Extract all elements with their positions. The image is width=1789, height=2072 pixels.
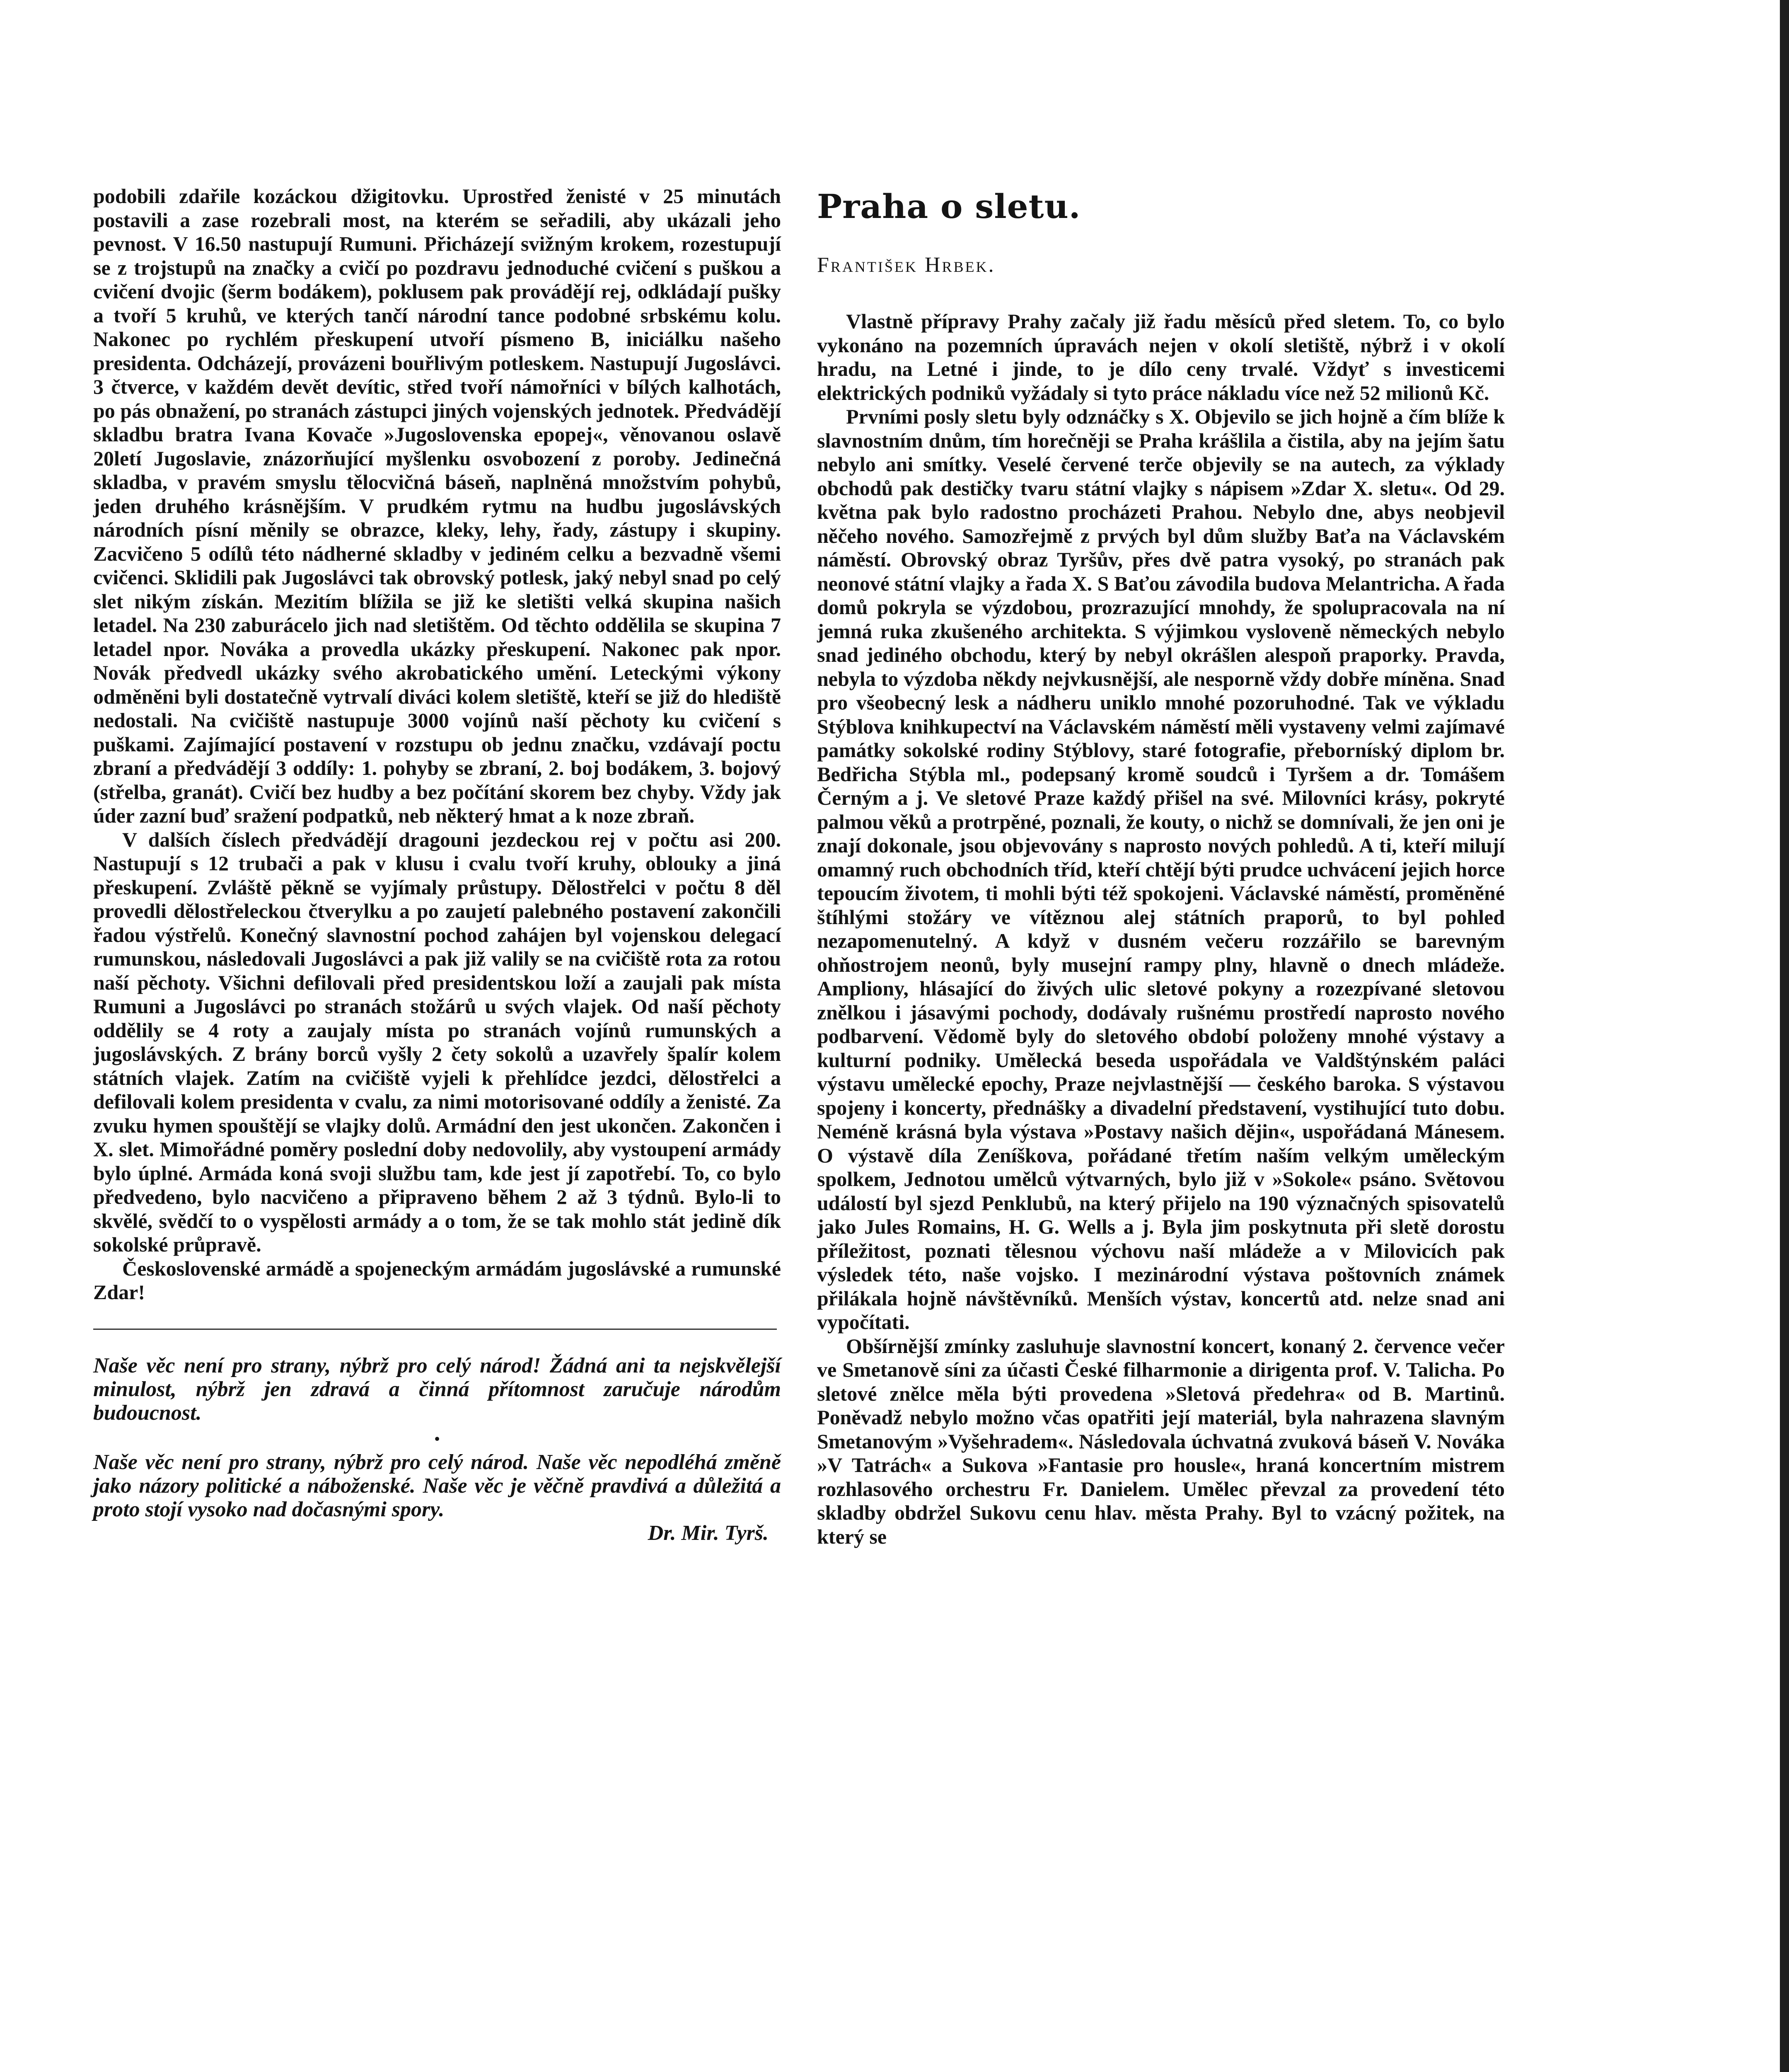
article-title: Praha o sletu. xyxy=(817,187,1081,226)
quote-2: Naše věc není pro strany, nýbrž pro celý národ. Naše věc nepodléhá změně jako názory politické a náboženské. Naše věc je věčně pravdivá a důležitá a proto stojí vysoko nad dočasnými spory. xyxy=(93,1450,781,1521)
quote-signature: Dr. Mir. Tyrš. xyxy=(648,1521,769,1545)
right-paragraph-1: Vlastně přípravy Prahy začaly již řadu měsíců před sletem. To, co bylo vykonáno na pozemních úpravách nejen v okolí sletiště, nýbrž i v okolí hradu, na Letné i jinde, to je dílo ceny trvalé. Vždyť s investicemi elektrických podniků vyžádaly si tyto práce nákladu více než 52 milionů Kč. xyxy=(817,310,1505,404)
right-paragraph-3: Obšírnější zmínky zasluhuje slavnostní koncert, konaný 2. července večer ve Smetanově síni za účasti České filharmonie a dirigenta prof. V. Talicha. Po sletové znělce měla býti provedena »Sletová předehra« od B. Martinů. Poněvadž nebylo možno včas opatřiti její materiál, byla nahrazena slavným Smetanovým »Vyšehradem«. Následovala úchvatná zvuková báseň V. Nováka »V Tatrách« a Sukova »Fantasie pro housle«, hraná koncertním mistrem rozhlasového orchestru Fr. Danielem. Umělec převzal za provedení této skladby obdržel Sukovu cenu hlav. města Prahy. Byl to vzácný požitek, na který se xyxy=(817,1334,1505,1548)
scan-edge-right xyxy=(1780,0,1789,2072)
left-paragraph-2: V dalších číslech předvádějí dragouni jezdeckou rej v počtu asi 200. Nastupují s 12 trubači a pak v klusu i cvalu tvoří kruhy, oblouky a jiná přeskupení. Zvláště pěkně se vyjímaly průstupy. Dělostřelci v počtu 8 děl provedli dělostřeleckou čtverylku a po zaujetí palebného postavení zakončili řadou výstřelů. Konečný slavnostní pochod zahájen byl vojenskou delegací rumunskou, následovali Jugoslávci a pak již valily se na cvičiště rota za rotou naší pěchoty. Všichni defilovali před presidentskou loží a zaujali pak místa Rumuni a Jugoslávci po stranách stožárů u svých vlajek. Od naší pěchoty oddělily se 4 roty a zaujaly místa po stranách vojínů rumunských a jugoslávských. Z brány borců vyšly 2 čety sokolů a uzavřely špalír kolem státních vlajek. Zatím na cvičiště vyjeli k přehlídce jezdci, dělostřelci a defilovali kolem presidenta v cvalu, za nimi motorisované oddíly a ženisté. Za zvuku hymen spouštějí se vlajky dolů. Armádní den jest ukončen. Zakončen i X. slet. Mimořádné poměry poslední doby nedovolily, aby vystoupení armády bylo úplné. Armáda koná svoji službu tam, kde jest jí zapotřebí. To, co bylo předvedeno, bylo nacvičeno a připraveno během 2 až 3 týdnů. Bylo-li to skvělé, svědčí to o vyspělosti armády a o tom, že se tak mohlo stát jedině dík sokolské průpravě. xyxy=(93,828,781,1256)
left-paragraph-1: podobili zdařile kozáckou džigitovku. Uprostřed ženisté v 25 minutách postavili a zase rozebrali most, na kterém se seřadili, aby ukázali jeho pevnost. V 16.50 nastupují Rumuni. Přicházejí svižným krokem, rozestupují se z trojstupů na značky a cvičí po pozdravu jednoduché cvičení s puškou a cvičení dvojic (šerm bodákem), poklusem pak provádějí rej, odkládají pušky a tvoří 5 kruhů, ve kterých tančí národní tance podobné srbskému kolu. Nakonec po rychlém přeskupení utvoří písmeno B, iniciálku našeho presidenta. Odcházejí, provázeni bouřlivým potleskem. Nastupují Jugoslávci. 3 čtverce, v každém devět devític, střed tvoří námořníci v bílých kalhotách, po pás obnažení, po stranách zástupci jiných vojenských jednotek. Předvádějí skladbu bratra Ivana Kovače »Jugoslovenska epopej«, věnovanou oslavě 20letí Jugoslavie, znázorňující myšlenku osvobození z poroby. Jedinečná skladba, v pravém smyslu tělocvičná báseň, naplněná množstvím pohybů, jeden druhého krásnějším. V prudkém rytmu na hudbu jugoslávských národních písní měnily se obrazce, kleky, lehy, řady, zástupy i skupiny. Zacvičeno 5 odílů této nádherné skladby v jediném celku a bezvadně všemi cvičenci. Sklidili pak Jugoslávci tak obrovský potlesk, jaký nebyl snad po celý slet nikým získán. Mezitím blížila se již ke sletišti velká skupina našich letadel. Na 230 zaburácelo jich nad sletištěm. Od těchto oddělila se skupina 7 letadel npor. Nováka a provedla ukázky přeskupení. Nakonec pak npor. Novák předvedl ukázky svého akrobatického umění. Leteckými výkony odměněni byli dostatečně vytrvalí diváci kolem sletiště, kteří se již do hlediště nedostali. Na cvičiště nastupuje 3000 vojínů naší pěchoty ku cvičení s puškami. Zajímající postavení v rozstupu ob jednu značku, vzdávají poctu zbraní a předvádějí 3 oddíly: 1. pohyby se zbraní, 2. boj bodákem, 3. bojový (střelba, granát). Cvičí bez hudby a bez počítání skorem bez chyby. Vždy jak úder zazní buď sražení podpatků, neb některý hmat a k noze zbraň. xyxy=(93,184,781,827)
quote-separator: • xyxy=(434,1430,440,1447)
quote-1: Naše věc není pro strany, nýbrž pro celý národ! Žádná ani ta nejskvělejší minulost, nýbrž jen zdravá a činná přítomnost zaručuje národům budoucnost. xyxy=(93,1353,781,1425)
right-column xyxy=(817,186,1505,1549)
left-column xyxy=(93,184,781,1545)
article-author: František Hrbek. xyxy=(817,253,996,277)
left-paragraph-3: Československé armádě a spojeneckým armádám jugoslávské a rumunské Zdar! xyxy=(93,1256,781,1304)
right-paragraph-2: Prvními posly sletu byly odznáčky s X. Objevilo se jich hojně a čím blíže k slavnostním dnům, tím horečněji se Praha krášlila a čistila, aby na jejím šatu nebylo ani smítky. Veselé červené terče objevily se na autech, za výklady obchodů pak destičky tvaru státní vlajky s nápisem »Zdar X. sletu«. Od 29. května pak bylo radostno procházeti Prahou. Nebylo dne, abys neobjevil něčeho nového. Samozřejmě z prvých byl dům služby Baťa na Václavském náměstí. Obrovský obraz Tyršův, přes dvě patra vysoký, po stranách pak neonové státní vlajky a řada X. S Baťou závodila budova Melantricha. A řada domů pokryla se výzdobou, prozrazující mnohdy, že spolupracovala na ní jemná ruka zkušeného architekta. S výjimkou vysloveně německých nebylo snad jediného obchodu, který by nebyl okrášlen alespoň praporky. Pravda, nebyla to výzdoba někdy nejvkusnější, ale nesporně vždy dobře míněna. Snad pro všeobecný lesk a nádheru uniklo mnohé pozoruhodné. Tak ve výkladu Stýblova knihkupectví na Václavském náměstí měli vystaveny velmi zajímavé památky sokolské rodiny Stýblovy, staré fotografie, přeborníský diplom br. Bedřicha Stýbla ml., podepsaný kromě soudců i Tyršem a dr. Tomášem Černým a j. Ve sletové Praze každý přišel na své. Milovníci krásy, pokryté palmou věků a protrpěné, poznali, že kouty, o nichž se domnívali, že jen oni je znají dokonale, jsou objevovány s naprosto nových pohledů. A ti, kteří milují omamný ruch obchodních tříd, kteří chtějí býti prudce uchvácení jejich horce tepoucím životem, ti mohli býti též spokojeni. Václavské náměstí, proměněné štíhlými stožáry ve vítěznou alej státních praporů, to byl pohled nezapomenutelný. A když v dusném večeru rozzářilo se barevným ohňostrojem neonů, byly musejní rampy plny, hlavně o dnech mládeže. Ampliony, hlásající do živých ulic sletové pokyny a rozezpívané sletovou znělkou i jásavými pochody, dodávaly rušnému prostředí naprosto nového podbarvení. Vědomě byly do sletového období položeny mnohé výstavy a kulturní podniky. Umělecká beseda uspořádala ve Valdštýnském paláci výstavu umělecké epochy, Praze nejvlastnější — českého baroka. S výstavou spojeny i koncerty, přednášky a divadelní představení, vystihující tuto dobu. Neméně krásná byla výstava »Postavy našich dějin«, uspořádaná Mánesem. O výstavě díla Zeníškova, pořádané třetím naším velkým uměleckým spolkem, Jednotou umělců výtvarných, bylo již v »Sokole« psáno. Světovou událostí byl sjezd Penklubů, na který přijelo na 190 význačných spisovatelů jako Jules Romains, H. G. Wells a j. Byla jim poskytnuta při sletě dorostu příležitost, poznati tělesnou výchovu naší mládeže a v Milovicích pak výsledek této, naše vojsko. I mezinárodní výstava poštovních známek přilákala hojně návštěvníků. Menších výstav, koncertů atd. nelze snad ani vypočítati. xyxy=(817,405,1505,1334)
column-divider-rule xyxy=(93,1329,777,1330)
